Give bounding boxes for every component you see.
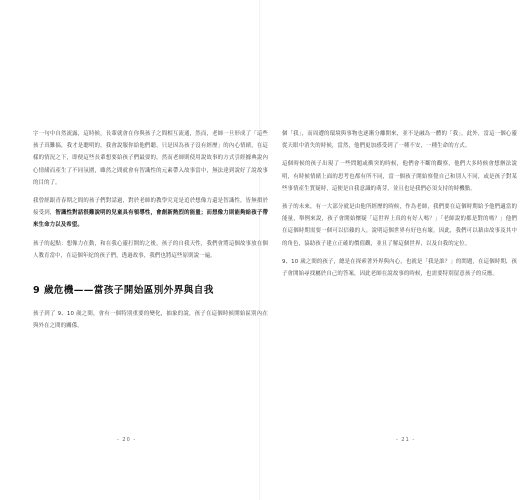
left-paragraph-2 [33, 195, 268, 232]
left-page [33, 0, 268, 500]
left-paragraph-1: 字一句中自然流露，這時候，長輩就會在你與孩子之間相互流通，然而，老師一旦形成了「這些孩子真難搞，我才是聰明的，我會說服你給他們聽，只是因為孩子沒有經歷」的內心情緒，在這樣的情況之下，即便這些長輩想要給孩子們最要的，然而老師則使用說故事的方式引經據典說內心情緒而產生了不同氛圍，雖然之間就會有智識性的元素帶入故事當中，無法達到說好了說故事的目的了。 [33, 131, 268, 186]
right-paragraph-2: 這個時候的孩子出現了一些問題或衝突的時候，他們會不斷的觀察，他們大多時候會想辦法說明，有時候情緒上面的思考也都有所不同，當一個孩子開始察覺自己和別人不同，或是孩子對某些事情產生質疑時，這便是自我意識的萌芽，並且也是我們必須支持的時機點。 [282, 161, 517, 192]
right-folio: - 21 - [396, 437, 416, 443]
left-paragraph-2-text: 我曾經跟青春期之間的孩子們對話過，對於老師的教學究竟是追於想像力還是智識性，皆無損於接受到， [33, 198, 268, 217]
right-paragraph-4: 9、10 歲之間的孩子，總是在探索著外界與內心，也就是「我是誰？」的問題，在這個時期，孩子會開始尋找屬於自己的答案，因此老師在說故事的時候，也需要特別留意孩子的反應。 [282, 258, 517, 278]
right-paragraph-3: 孩子的未來，有一大部分就是由他所經歷的時候，作為老師，我們要在這個時期給予他們適當的能量，舉例來說，孩子會開始懷疑「這世界上真的有好人嗎？」「老師說的都是對的嗎？」他們在這個時期需要一個可以信賴的人，說明這個世界有好也有壞，因此，我們可以藉由故事及其中的角色，協助孩子建立正確的價值觀，並且了解這個世界，以及自我的定位。 [282, 204, 517, 247]
section-heading: 9 歲危機——當孩子開始區別外界與自我 [33, 285, 214, 297]
left-paragraph-2-bold: 智識性對話很難說明的兒童具有領導性，會創新熱烈的能量；而想像力則能夠給孩子帶來生命力以及希望。 [33, 210, 268, 229]
left-folio: - 20 - [117, 437, 137, 443]
right-paragraph-1: 個「我」，而周遭的環境與事物也逐漸分離開來，並不是融為一體的「我」。此外，當這一個心靈從天眼中消失的時候，當然，他們更加感受到了一種不安，一種生命的方式。 [282, 131, 517, 150]
right-page [282, 0, 517, 500]
left-paragraph-4: 孩子到了 9、10 歲之間，會有一個特別重要的變化，抽象的說，孩子在這個時候開始區別內在與外在之間的關係。 [33, 311, 268, 330]
left-paragraph-3: 孩子的起點：想像力在動，和在我心靈打開的之後，孩子的自我天性，我們會將這個故事放在個人教育當中，在這個年紀的孩子們，透過故事，我們也將這些原則說一遍。 [33, 240, 268, 259]
